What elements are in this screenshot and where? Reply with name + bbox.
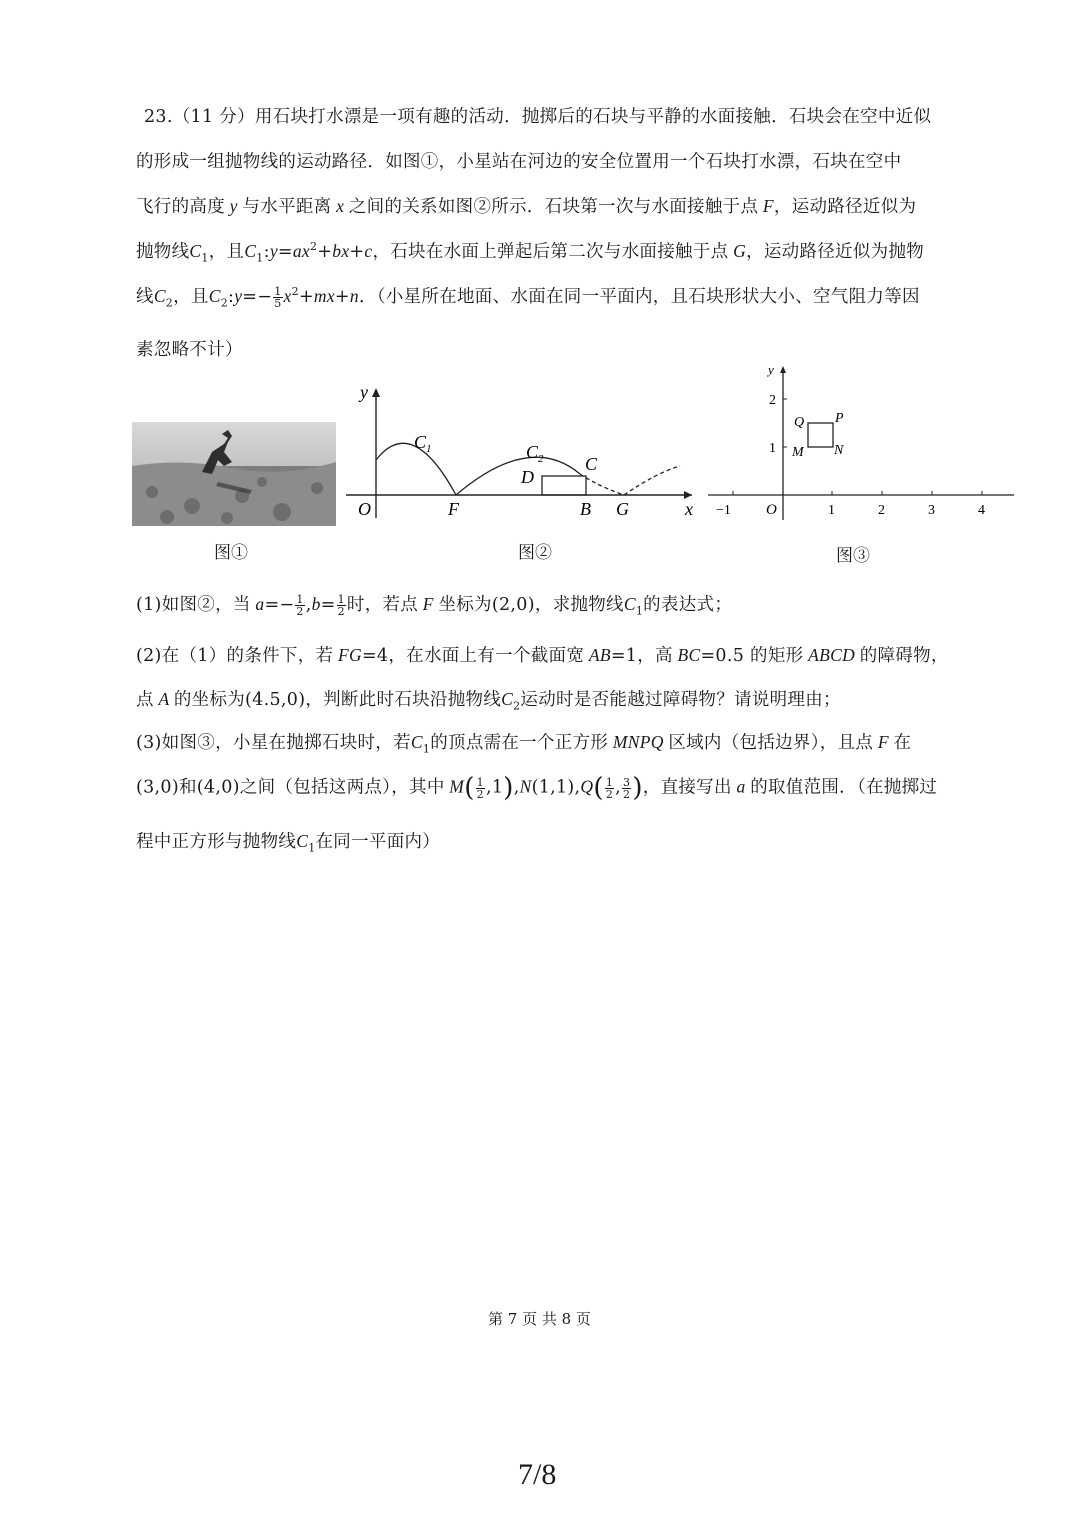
fig2-label-d: D [521, 467, 534, 487]
fig3-tick-x-neg1: −1 [716, 503, 731, 518]
figure-3-caption: 图③ [836, 546, 870, 566]
fig2-label-f: F [448, 499, 459, 519]
question-line-3: 飞行的高度 y 与水平距离 x 之间的关系如图②所示．石块第一次与水面接触于点 F，运动路径近似为 [136, 196, 917, 217]
part-2-line-2: 点 A 的坐标为(4.5,0)，判断此时石块沿抛物线$C_2$运动时是否能越过障碍物？请说明理由； [136, 689, 841, 713]
question-line-5: 线$C_2$，且$C_2:y=-$ $\frac{1}{5}$ $x^2+mx+n$．（小星所在地面、水面在同一平面内，且石块形状大小、空气阻力等因 [136, 285, 920, 310]
figure-2-diagram [340, 378, 700, 528]
fig3-label-n: N [834, 443, 844, 458]
fig2-label-c2: $C_2$ [526, 442, 544, 465]
fig2-label-o: O [358, 499, 371, 519]
question-line-4: 抛物线$C_1$，且$C_1:y=ax^2+bx+c$，石块在水面上弹起后第二次与水面接触于点 G，运动路径近似为抛物 [136, 240, 925, 265]
fig2-label-g: G [616, 499, 629, 519]
fig3-label-y: y [768, 362, 774, 377]
part-3-line-1: (3)如图③，小星在抛掷石块时，若$C_1$的顶点需在一个正方形 MNPQ 区域内（包括边界），且点 F 在 [136, 732, 912, 756]
fig3-label-q: Q [794, 415, 805, 430]
fig3-tick-x-1: 1 [828, 503, 835, 518]
question-score: （11 分） [172, 107, 255, 127]
part-3-line-3: 程中正方形与抛物线$C_1$在同一平面内） [136, 831, 441, 855]
fig3-tick-y-1: 1 [769, 441, 776, 456]
figure-2-caption: 图② [518, 543, 552, 563]
question-line-6: 素忽略不计） [136, 340, 243, 360]
fig3-tick-x-3: 3 [928, 503, 935, 518]
fig2-label-c: C [585, 454, 598, 474]
fig2-label-c1: $C_1$ [414, 432, 432, 455]
question-line-1: 23.（11 分）用石块打水漂是一项有趣的活动．抛掷后的石块与平静的水面接触．石块会在空中近似 [144, 107, 932, 127]
figure-1-caption: 图① [214, 543, 248, 563]
figure-3-diagram [706, 360, 1018, 530]
page-footer: 第 7 页 共 8 页 [488, 1310, 591, 1328]
square-mnpq [808, 423, 833, 447]
fig2-label-x: x [685, 499, 693, 519]
part-3-line-2: (3,0)和(4,0)之间（包括这两点），其中 M( $\frac{1}{2}$ ,1),N(1,1),Q( $\frac{1}{2}$ , $\frac{3}{2}$ )，直接写出 a 的取值范围．（在抛掷过 [136, 773, 938, 803]
curve-next-dashed [624, 466, 680, 495]
fig3-tick-x-2: 2 [878, 503, 885, 518]
part-1-line: (1)如图②，当 a=− $\frac{1}{2}$ ,b= $\frac{1}{2}$ 时，若点 F 坐标为(2,0)，求抛物线$C_1$的表达式； [136, 593, 733, 618]
fig3-label-p: P [835, 411, 844, 426]
question-line-2: 的形成一组抛物线的运动路径．如图①，小星站在河边的安全位置用一个石块打水漂，石块在空中 [136, 152, 902, 172]
part-2-line-1: (2)在（1）的条件下，若 FG=4，在水面上有一个截面宽 AB=1，高 BC=0.5 的矩形 ABCD 的障碍物， [136, 645, 949, 666]
fig3-label-m: M [792, 445, 804, 460]
fig2-label-y: y [360, 382, 368, 402]
figure-1-photo [132, 422, 336, 526]
fig2-label-b: B [580, 499, 591, 519]
question-number: 23. [144, 107, 173, 127]
obstacle-rectangle [542, 476, 586, 495]
fig3-tick-x-4: 4 [978, 503, 985, 518]
page-number: 7/8 [518, 1458, 557, 1491]
fig3-tick-y-2: 2 [769, 393, 776, 408]
fig3-label-o: O [766, 502, 777, 518]
